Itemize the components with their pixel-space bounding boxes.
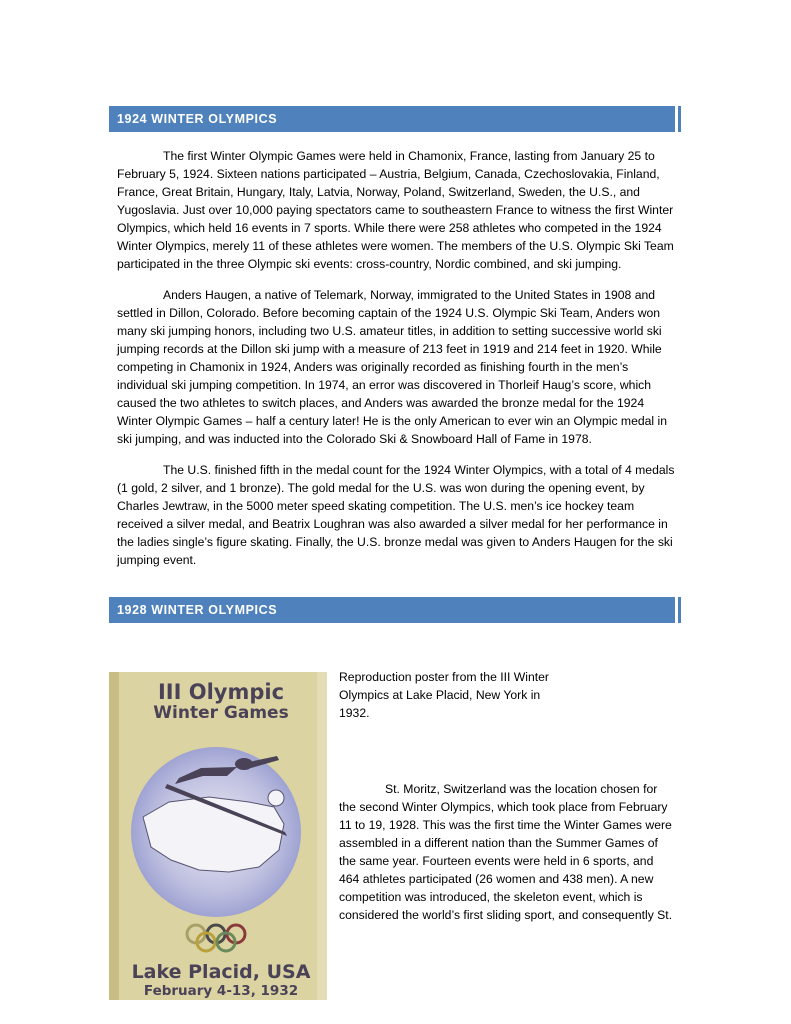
poster-location: Lake Placid, USA xyxy=(131,961,311,983)
poster-caption: Reproduction poster from the III Winter Olympics at Lake Placid, New York in 1932. xyxy=(339,670,549,720)
heading-edge xyxy=(678,106,681,132)
heading-text: 1928 WINTER OLYMPICS xyxy=(117,603,278,617)
poster-dates: February 4-13, 1932 xyxy=(143,983,299,999)
paragraph-1924-intro: The first Winter Olympic Games were held in Chamonix, France, lasting from January 25 to February 5, 1924. Sixteen nations participated – Austria, Belgium, Canada, Czechoslovakia, Finland, France, Great Britain, Hungary, Italy, Latvia, Norway, Poland, Switzerland, Sweden, the U.S., and Yugoslavia. Just over 10,000 paying spectators came to southeastern France to witness the first Winter Olympics, which held 16 events in 7 sports. While there were 258 athletes who competed in the 1924 Winter Olympics, merely 11 of these athletes were women. The members of the U.S. Olympic Ski Team participated in the three Olympic ski events: cross-country, Nordic combined, and ski jumping. xyxy=(117,149,674,271)
olympic-poster-image xyxy=(109,672,327,1000)
section-heading-1924 xyxy=(109,106,675,132)
paragraph-st-moritz: St. Moritz, Switzerland was the location chosen for the second Winter Olympics, which took place from February 11 to 19, 1928. This was the first time the Winter Games were assembled in a different nation than the Summer Games of the same year. Fourteen events were held in 6 sports, and 464 athletes participated (26 women and 438 men). A new competition was introduced, the skeleton event, which is considered the world’s first sliding sport, and consequently St. xyxy=(339,782,673,922)
emblem-icon xyxy=(268,790,284,806)
heading-text: 1924 WINTER OLYMPICS xyxy=(117,112,278,126)
paragraph-medal-count: The U.S. finished fifth in the medal count for the 1924 Winter Olympics, with a total of 4 medals (1 gold, 2 silver, and 1 bronze). The gold medal for the U.S. was won during the opening event, by Charles Jewtraw, in the 5000 meter speed skating competition. The U.S. men’s ice hockey team received a silver medal, and Beatrix Loughran was also awarded a silver medal for her performance in the ladies single’s figure skating. Finally, the U.S. bronze medal was given to Anders Haugen for the ski jumping event. xyxy=(117,463,675,567)
heading-edge xyxy=(678,597,681,623)
section-heading-1928 xyxy=(109,597,675,623)
paragraph-anders-haugen: Anders Haugen, a native of Telemark, Norway, immigrated to the United States in 1908 and settled in Dillon, Colorado. Before becoming captain of the 1924 U.S. Olympic Ski Team, Anders won many ski jumping honors, including two U.S. amateur titles, in addition to setting successive world ski jumping records at the Dillon ski jump with a measure of 213 feet in 1919 and 214 feet in 1920. While competing in Chamonix in 1924, Anders was originally recorded as finishing fourth in the men’s individual ski jumping competition. In 1974, an error was discovered in Thorleif Haug’s score, which caused the two athletes to switch places, and Anders was awarded the bronze medal for the 1924 Winter Olympic Games – half a century later! He is the only American to ever win an Olympic medal in ski jumping, and was inducted into the Colorado Ski & Snowboard Hall of Fame in 1978. xyxy=(117,288,668,446)
poster-title-line2: Winter Games xyxy=(153,703,289,723)
poster-title-line1: III Olympic xyxy=(157,680,285,704)
